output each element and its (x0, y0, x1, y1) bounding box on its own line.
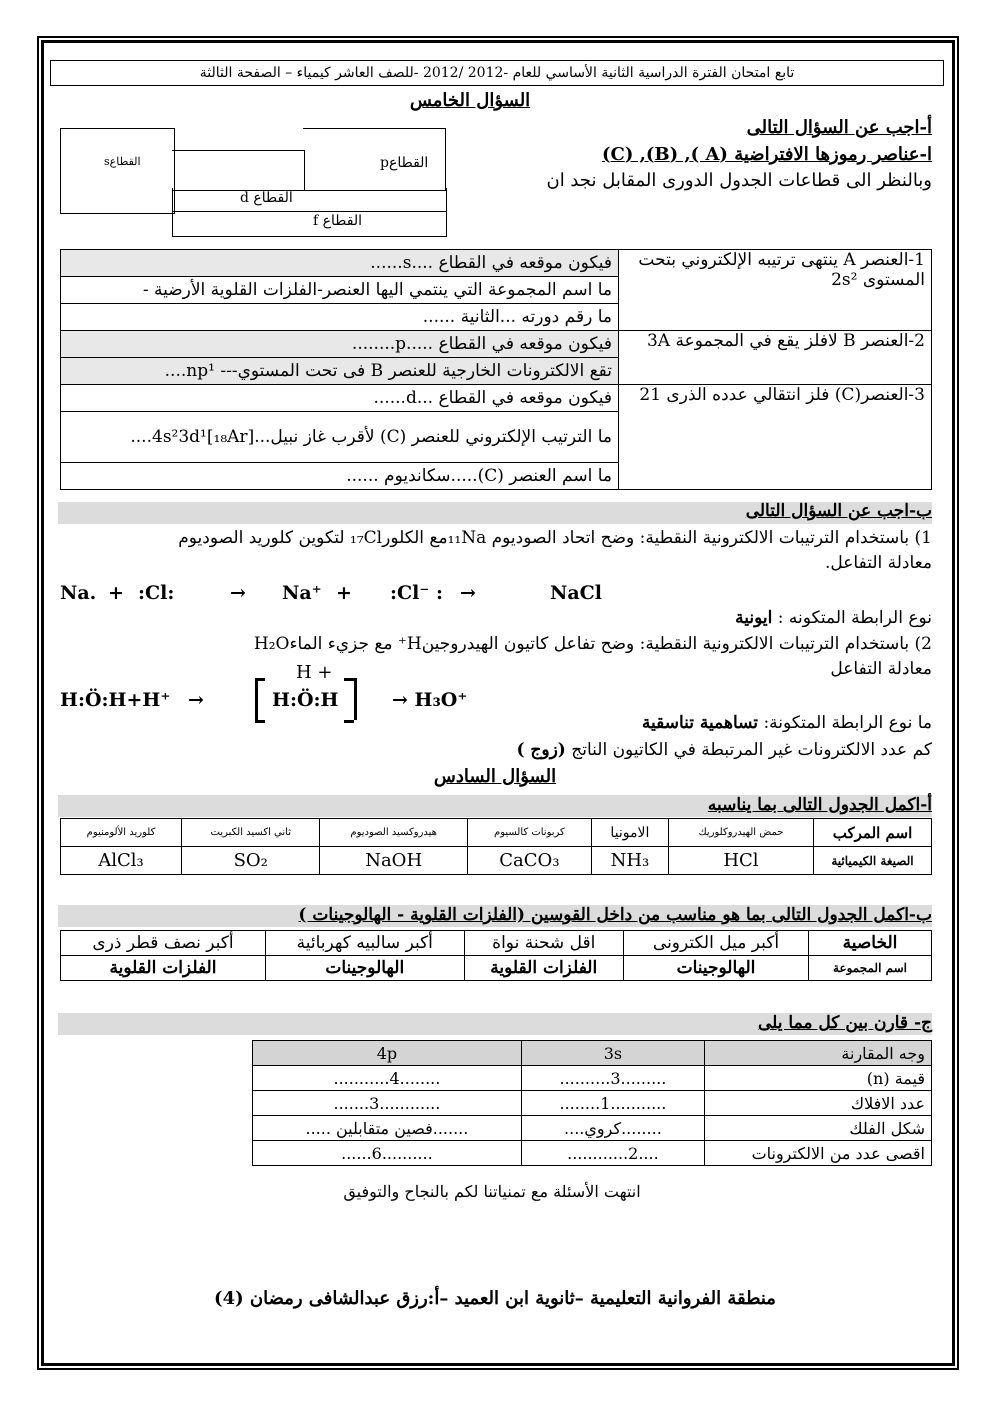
pairs-label: كم عدد الالكترونات غير المرتبطة في الكاتيون الناتج (571, 740, 932, 760)
block-p-label: القطاعp (380, 155, 429, 171)
bond1-label: نوع الرابطة المتكونه : (777, 608, 932, 628)
table-row (253, 1066, 932, 1091)
property-header: الخاصية (809, 931, 932, 956)
eq2-arrow1: → (188, 689, 204, 711)
group-header: اسم المجموعة (809, 956, 932, 981)
q5-line1: ا-عناصر رموزها الافتراضية (A ), (B), (C) (601, 144, 932, 165)
q6-title: السؤال السادس (433, 766, 557, 787)
compare-cell: ........4........... (253, 1066, 522, 1091)
compare-label: اقصى عدد من الالكترونات (705, 1141, 932, 1166)
compare-head: 3s (521, 1041, 704, 1066)
b2-line2: معادلة التفاعل (830, 659, 932, 679)
property-cell: اقل شحنة نواة (464, 931, 623, 956)
b1-line2: معادلة التفاعل. (825, 553, 932, 573)
table-row (253, 1091, 932, 1116)
eq1-plus2: + (336, 582, 352, 604)
comparison-table (252, 1040, 932, 1166)
compound-name: هيدروكسيد الصوديوم (320, 819, 467, 847)
compound-name: الامونيا (591, 819, 668, 847)
page-border (41, 40, 955, 1366)
group-cell: الفلزات القلوية (464, 956, 623, 981)
compare-cell: ........كروي.... (521, 1116, 704, 1141)
group-cell: الفلزات القلوية (61, 956, 266, 981)
bond2-row (500, 713, 932, 733)
compound-formula: SO₂ (182, 847, 320, 875)
answer-cell: تقع الالكترونات الخارجية للعنصر B فى تحت المستوي--- np¹.... (61, 358, 619, 385)
group-cell: الهالوجينات (265, 956, 464, 981)
compound-name: كربونات كالسيوم (467, 819, 591, 847)
q5-part-a: أ-اجب عن السؤال التالى (746, 117, 932, 138)
answer-cell: ما اسم العنصر (C).....سكانديوم ...... (61, 463, 619, 490)
answer-cell: فيكون موقعه في القطاع .....p........ (61, 331, 619, 358)
compare-cell: .........3.......... (521, 1066, 704, 1091)
table-row (253, 1116, 932, 1141)
compare-cell: ..........6...... (253, 1141, 522, 1166)
eq2-lhs: H:Ö:H+H⁺ (60, 689, 171, 711)
formula-header: الصيغة الكيميائية (814, 847, 932, 875)
block-f-label: القطاع f (313, 213, 362, 229)
bond1-value: ايونية (735, 608, 773, 628)
table-row (61, 847, 932, 875)
question-cell: 3-العنصر(C) فلز انتقالي عدده الذرى 21 (619, 385, 932, 490)
properties-table (60, 930, 932, 981)
eq1-arrow1: → (230, 582, 246, 604)
compare-label: عدد الافلاك (705, 1091, 932, 1116)
eq1-cl: :Cl: (138, 582, 175, 604)
q5-part-b: ب-اجب عن السؤال التالى (745, 501, 932, 521)
compare-head: وجه المقارنة (705, 1041, 932, 1066)
q5-title: السؤال الخامس (409, 90, 531, 111)
elements-table (60, 249, 932, 490)
exam-header: تابع امتحان الفترة الدراسية الثانية الأساسي للعام -2012 /2012 -للصف العاشر كيمياء – الصفحة الثالثة (50, 60, 944, 86)
block-d-label: القطاع d (240, 190, 293, 206)
block-s-label: القطاعs (104, 155, 141, 168)
question-cell: 2-العنصر B لافلز يقع في المجموعة 3A (619, 331, 932, 385)
compare-head: 4p (253, 1041, 522, 1066)
group-cell: الهالوجينات (623, 956, 808, 981)
table-row (61, 385, 932, 412)
compare-cell: ...........1........ (521, 1091, 704, 1116)
q6-part-a: أ-اكمل الجدول التالى بما يناسبه (707, 795, 932, 815)
eq1-na-ion: Na⁺ (282, 582, 322, 604)
compound-formula: NH₃ (591, 847, 668, 875)
eq1-cl-ion: :Cl⁻ : (390, 582, 444, 604)
eq2-top: H + (296, 662, 333, 683)
compound-name-header: اسم المركب (814, 819, 932, 847)
footer: منطقة الفروانية التعليمية –ثانوية ابن العميد –أ:رزق عبدالشافى رمضان (4) (214, 1288, 776, 1309)
compound-formula: AlCl₃ (61, 847, 182, 875)
answer-cell: ما الترتيب الإلكتروني للعنصر (C) لأقرب غاز نبيل...[₁₈Ar]4s²3d¹.... (61, 412, 619, 463)
pairs-row (400, 740, 932, 760)
q5-line2: وبالنظر الى قطاعات الجدول الدورى المقابل نجد ان (546, 170, 932, 191)
question-cell: 1-العنصر A ينتهى ترتيبه الإلكتروني بتحت المستوى 2s² (619, 250, 932, 331)
b2-line1: 2) باستخدام الترتيبات الالكترونية النقطية: وضح تفاعل كاتيون الهيدروجينH⁺ مع جزيء الماءH₂O (253, 634, 932, 654)
q6-part-c: ج- قارن بين كل مما يلى (757, 1013, 932, 1033)
compare-cell: .......فصين متقابلين ..... (253, 1116, 522, 1141)
compound-name: كلوريد الألومنيوم (61, 819, 182, 847)
compare-label: قيمة (n) (705, 1066, 932, 1091)
property-cell: أكبر نصف قطر ذرى (61, 931, 266, 956)
table-row (61, 956, 932, 981)
bond2-label: ما نوع الرابطة المتكونة: (763, 713, 932, 733)
table-row (61, 931, 932, 956)
answer-cell: فيكون موقعه في القطاع ...d...... (61, 385, 619, 412)
bond1-row (600, 608, 932, 628)
table-row (61, 331, 932, 358)
compound-name: حمض الهيدروكلوريك (668, 819, 813, 847)
eq2-bracket-content: H:Ö:H (272, 689, 339, 711)
compare-cell: ....2............ (521, 1141, 704, 1166)
eq2-rhs: → H₃O⁺ (392, 689, 468, 711)
b1-line1: 1) باستخدام الترتيبات الالكترونية النقطية: وضح اتحاد الصوديوم ₁₁Naمع الكلور₁₇Cl لتكوين كلوريد الصوديوم (178, 528, 932, 548)
compound-formula: HCl (668, 847, 813, 875)
answer-cell: فيكون موقعه في القطاع ....s...... (61, 250, 619, 277)
eq1-plus1: + (108, 582, 124, 604)
table-row (61, 250, 932, 277)
property-cell: أكبر ميل الكترونى (623, 931, 808, 956)
answer-cell: ما اسم المجموعة التي ينتمي اليها العنصر-الفلزات القلوية الأرضية - (61, 277, 619, 304)
eq1-na: Na. (60, 582, 97, 604)
q6-part-b: ب-اكمل الجدول التالى بما هو مناسب من داخل القوسين (الفلزات القلوية - الهالوجينات ) (298, 905, 932, 925)
closing-text: انتهت الأسئلة مع تمنياتنا لكم بالنجاح والتوفيق (343, 1182, 641, 1201)
property-cell: أكبر سالبيه كهربائية (265, 931, 464, 956)
compare-label: شكل الفلك (705, 1116, 932, 1141)
compound-name: ثاني اكسيد الكبريت (182, 819, 320, 847)
bond2-value: تساهمية تناسقية (641, 713, 759, 733)
compound-formula: CaCO₃ (467, 847, 591, 875)
eq1-arrow2: → (460, 582, 476, 604)
table-row (61, 819, 932, 847)
table-row (253, 1141, 932, 1166)
compounds-table (60, 818, 932, 875)
pairs-value: (زوج ) (516, 740, 566, 760)
eq1-product: NaCl (550, 582, 603, 604)
answer-cell: ما رقم دورته ...الثانية ...... (61, 304, 619, 331)
compound-formula: NaOH (320, 847, 467, 875)
compare-cell: ............3....... (253, 1091, 522, 1116)
table-row (253, 1041, 932, 1066)
